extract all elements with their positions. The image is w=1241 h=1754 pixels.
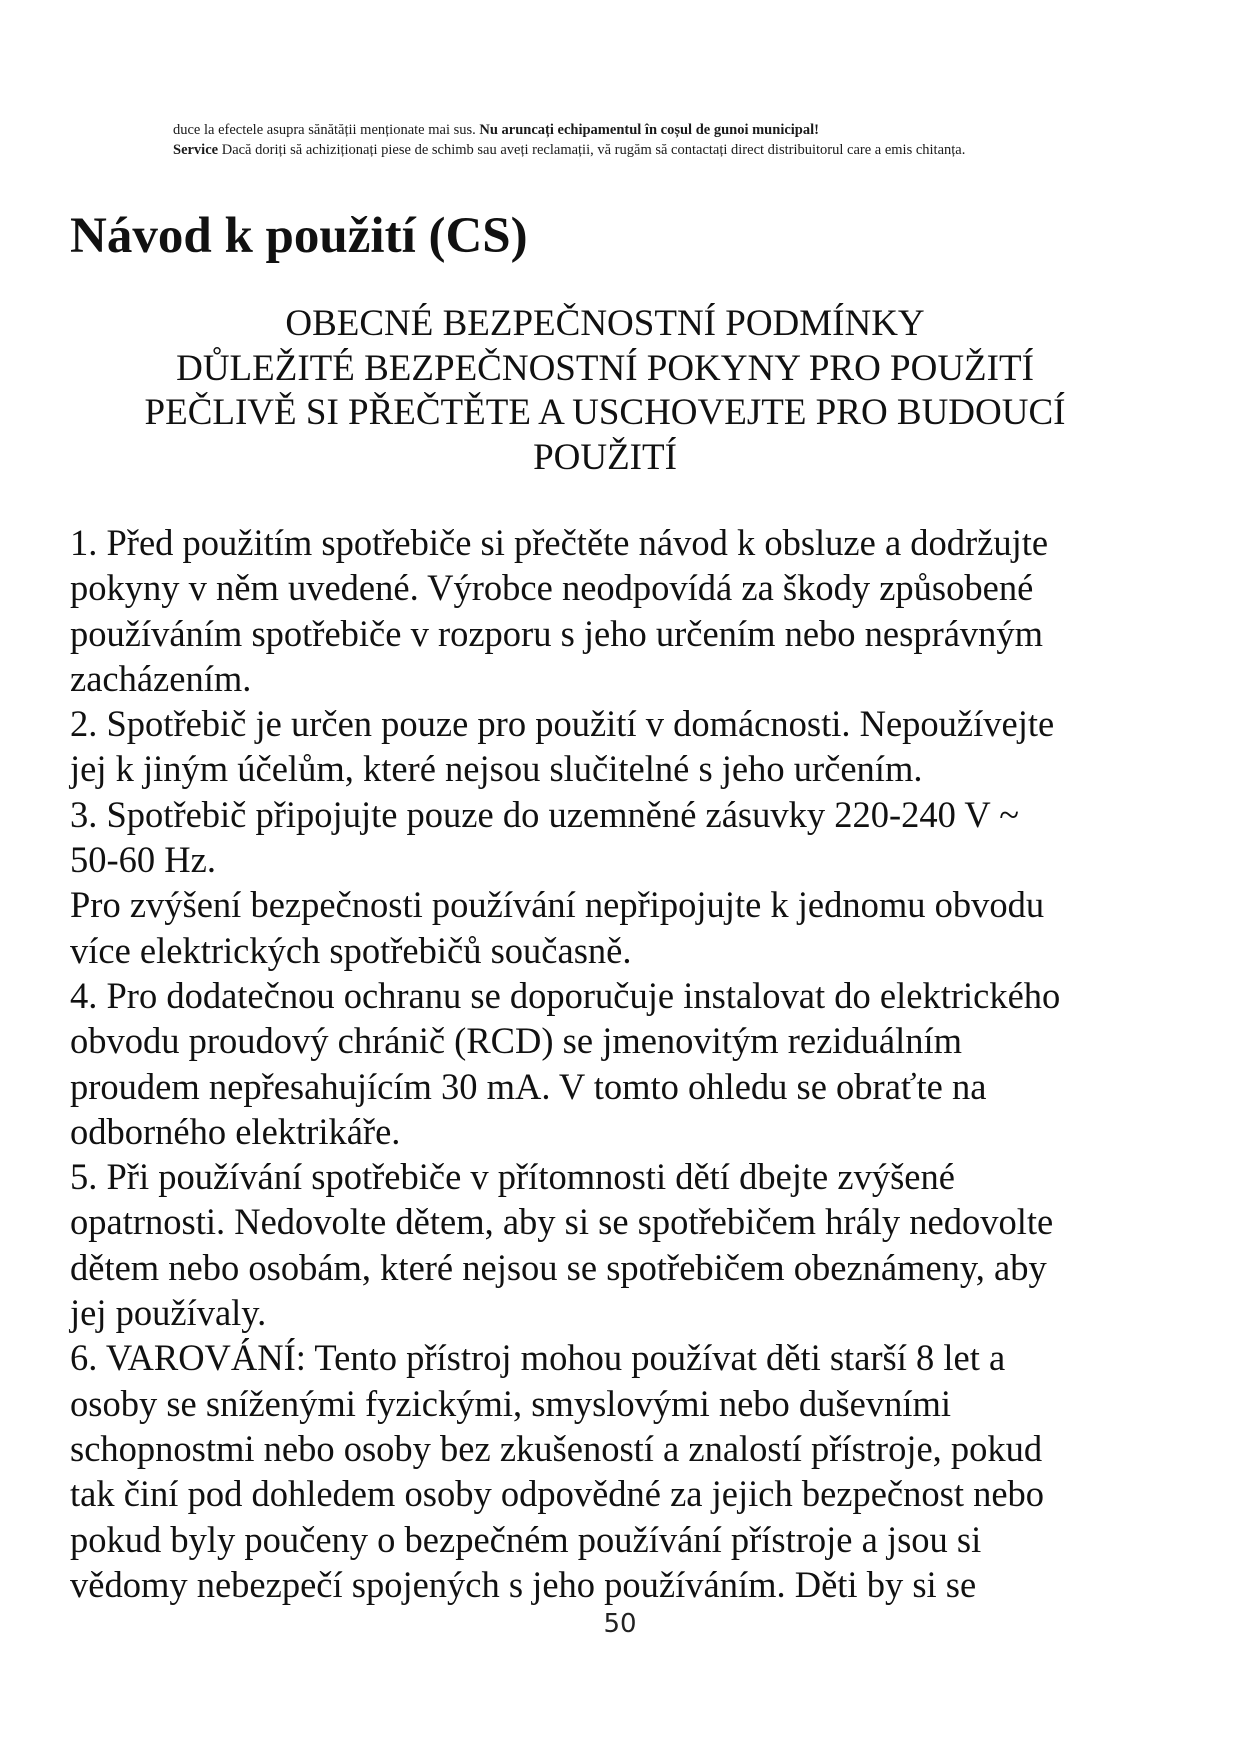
body-line: 2. Spotřebič je určen pouze pro použití v domácnosti. Nepoužívejte [70, 703, 1055, 745]
header-note-line-1-text: duce la efectele asupra sănătății menționate mai sus. [173, 122, 480, 138]
page-title: Návod k použití (CS) [70, 208, 528, 264]
body-line: Pro zvýšení bezpečnosti používání nepřipojujte k jednomu obvodu [70, 884, 1045, 926]
section-heading-line: PEČLIVĚ SI PŘEČTĚTE A USCHOVEJTE PRO BUDOUCÍ [144, 392, 1066, 433]
body-line: schopnostmi nebo osoby bez zkušeností a znalostí přístroje, pokud [70, 1427, 1043, 1469]
section-heading-line: DŮLEŽITÉ BEZPEČNOSTNÍ POKYNY PRO POUŽITÍ [176, 347, 1034, 389]
body-line: opatrnosti. Nedovolte dětem, aby si se spotřebičem hrály nedovolte [70, 1201, 1054, 1243]
header-note-line-2 [173, 140, 1133, 160]
header-note [173, 120, 1133, 160]
body-line: pokud byly poučeny o bezpečném používání přístroje a jsou si [70, 1518, 982, 1560]
body-line: 4. Pro dodatečnou ochranu se doporučuje instalovat do elektrického [70, 974, 1061, 1016]
page-number: 50 [603, 1609, 637, 1639]
body-line: osoby se sníženými fyzickými, smyslovými nebo duševními [70, 1382, 951, 1424]
body-line: 1. Před použitím spotřebiče si přečtěte návod k obsluze a dodržujte [70, 522, 1049, 563]
body-line: používáním spotřebiče v rozporu s jeho určením nebo nesprávným [70, 612, 1044, 654]
body-line: 3. Spotřebič připojujte pouze do uzemněné zásuvky 220-240 V ~ [70, 793, 1019, 835]
body-line: zacházením. [70, 657, 252, 699]
body-line: 50-60 Hz. [70, 839, 216, 881]
section-heading-line: OBECNÉ BEZPEČNOSTNÍ PODMÍNKY [285, 303, 925, 344]
body-line: 6. VAROVÁNÍ: Tento přístroj mohou používat děti starší 8 let a [70, 1337, 1006, 1379]
section-heading-line: POUŽITÍ [533, 436, 677, 478]
body-line: obvodu proudový chránič (RCD) se jmenovitým reziduálním [70, 1020, 963, 1062]
body-line: pokyny v něm uvedené. Výrobce neodpovídá za škody způsobené [70, 567, 1034, 609]
section-heading [70, 302, 1140, 480]
body-line: jej používaly. [70, 1292, 267, 1334]
header-note-line-1 [173, 120, 1133, 140]
body-line: vědomy nebezpečí spojených s jeho používáním. Děti by si se [70, 1563, 977, 1605]
body-line: 5. Při používání spotřebiče v přítomnosti dětí dbejte zvýšené [70, 1156, 955, 1198]
header-note-line-2-bold: Service [173, 142, 219, 158]
body-line: proudem nepřesahujícím 30 mA. V tomto ohledu se obraťte na [70, 1065, 987, 1107]
body-text [70, 520, 1160, 1607]
body-line: odborného elektrikáře. [70, 1110, 401, 1152]
body-line: dětem nebo osobám, které nejsou se spotřebičem obeznámeny, aby [70, 1246, 1047, 1288]
body-line: jej k jiným účelům, které nejsou slučitelné s jeho určením. [70, 748, 923, 790]
body-line: tak činí pod dohledem osoby odpovědné za jejich bezpečnost nebo [70, 1473, 1045, 1515]
body-line: více elektrických spotřebičů současně. [70, 929, 632, 971]
header-note-line-2-text: Dacă doriți să achiziționați piese de schimb sau aveți reclamații, vă rugăm să contactați direct distribuitorul care a emis chitanța. [218, 142, 966, 158]
header-note-line-1-bold: Nu aruncați echipamentul în coșul de gunoi municipal! [479, 122, 819, 138]
